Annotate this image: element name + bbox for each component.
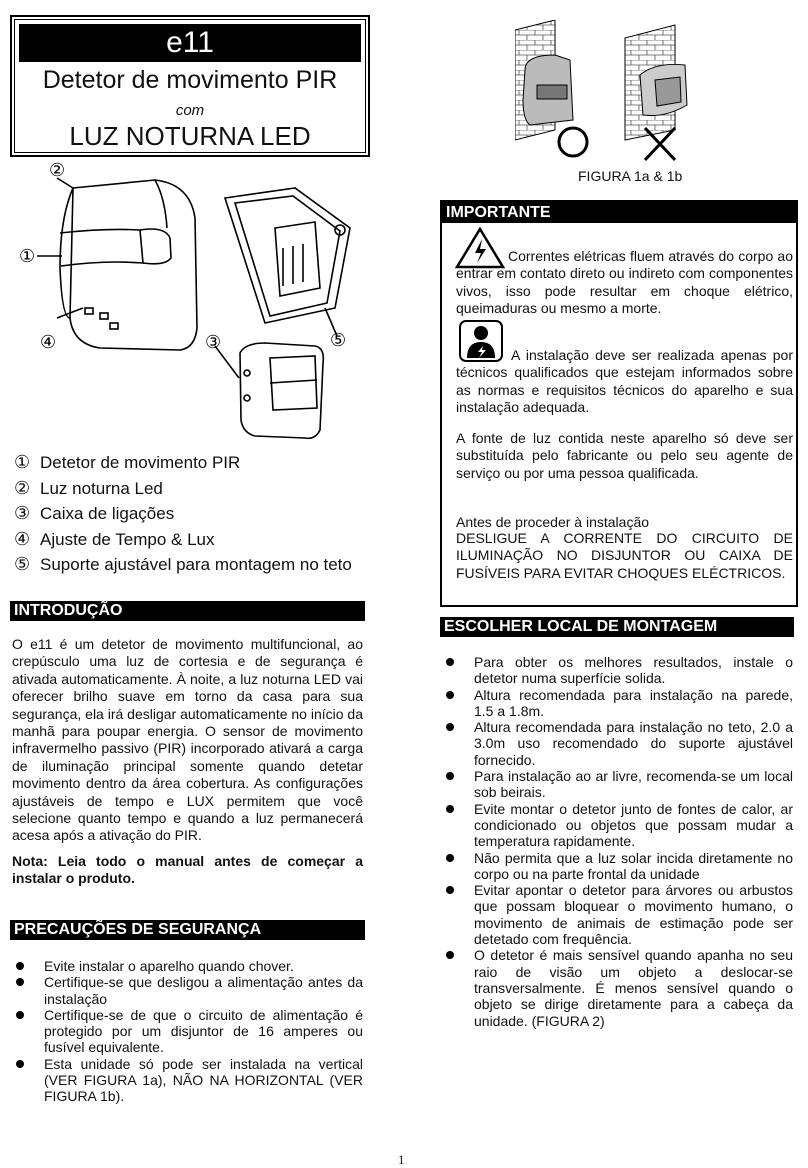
list-item: Altura recomendada para instalação na parede, 1.5 a 1.8m.: [442, 687, 793, 720]
list-item: Para instalação ao ar livre, recomenda-se um local sob beirais.: [442, 768, 793, 801]
product-parts-figure: [15, 158, 360, 443]
intro-paragraph: O e11 é um detetor de movimento multifuncional, ao crepúsculo uma luz de cortesia e de segurança é ativada automaticamente. À noite, a luz noturna LED vai oferecer brilho suave em torno da casa para sua segurança, ela irá desligar automaticamente no início da manhã para poupar energia. O sensor de movimento infravermelho passivo (PIR) incorporado ativará a carga de iluminação principal somente quando detetar movimento dentro da área cobertura. As configurações ajustáveis de tempo e LUX permitem que você selecione quanto tempo e quando a luz permanecerá acesa após a ativação do PIR.: [12, 636, 363, 844]
page-number: 1: [398, 1152, 405, 1167]
list-item: Certifique-se de que o circuito de alimentação é protegido por um disjuntor de 16 amperes ou fusível equivalente.: [12, 1007, 363, 1056]
technician-text: A instalação deve ser realizada apenas por técnicos qualificados que estejam informados sobre as normas e requisitos técnicos do aparelho e sua instalação adequada.: [456, 347, 793, 416]
legend-item: ② Luz noturna Led: [14, 477, 163, 498]
model-name: e11: [19, 24, 361, 62]
list-item: Evite instalar o aparelho quando chover.: [12, 958, 363, 974]
title-box-inner: [14, 19, 366, 153]
before-install-line: Antes de proceder à instalação: [456, 514, 650, 530]
callout-2: ②: [49, 160, 66, 181]
list-item: Não permita que a luz solar incida diretamente no corpo ou na parte frontal da unidade: [442, 850, 793, 883]
important-heading: IMPORTANTE: [442, 202, 796, 223]
figure-1ab-drawing: [515, 20, 690, 170]
mounting-list: [442, 654, 793, 1029]
list-item: Altura recomendada para instalação no teto, 2.0 a 3.0m uso recomendado do suporte ajustável fornecido.: [442, 719, 793, 768]
list-item: Evitar apontar o detetor para árvores ou arbustos que possam bloquear o movimento humano, o movimento de animais de estimação pode ser detetado com frequência.: [442, 882, 793, 947]
light-source-text: A fonte de luz contida neste aparelho só deve ser substituída pelo fabricante ou pelo seu agente de serviço ou por uma pessoa qualificada.: [456, 430, 793, 481]
list-item: Para obter os melhores resultados, instale o detetor numa superfície solida.: [442, 654, 793, 687]
intro-note: Nota: Leia todo o manual antes de começar a instalar o produto.: [12, 853, 363, 887]
safety-list: [12, 958, 363, 1105]
callout-1: ①: [19, 246, 36, 267]
legend-item: ③ Caixa de ligações: [14, 503, 175, 523]
list-item: Certifique-se que desligou a alimentação antes da instalação: [12, 974, 363, 1007]
parts-legend: [14, 450, 364, 578]
list-item: Evite montar o detetor junto de fontes de calor, ar condicionado ou objetos que possam mudar a temperatura rapidamente.: [442, 801, 793, 850]
callout-3: ③: [205, 332, 222, 353]
legend-item: ① Detetor de movimento PIR: [14, 452, 241, 472]
product-title-connector: com: [175, 102, 205, 119]
title-box: [10, 15, 370, 157]
intro-heading: INTRODUÇÃO: [10, 601, 365, 621]
before-install-warning: DESLIGUE A CORRENTE DO CIRCUITO DE ILUMINAÇÃO NO DISJUNTOR OU CAIXA DE FUSÍVEIS PARA EVITAR CHOQUES ELÉCTRICOS.: [456, 530, 793, 581]
mounting-heading: ESCOLHER LOCAL DE MONTAGEM: [440, 617, 794, 637]
product-subtitle: LUZ NOTURNA LED: [69, 121, 311, 151]
callout-4: ④: [40, 332, 57, 353]
figure-1ab: [515, 20, 690, 170]
figure-1ab-caption: FIGURA 1a & 1b: [578, 168, 683, 184]
product-title: Detetor de movimento PIR: [42, 66, 338, 94]
warning-text: Correntes elétricas fluem através do corpo ao entrar em contato direto ou indireto com componentes vivos, isso pode resultar em choque elétrico, queimaduras ou mesmo a morte.: [456, 248, 793, 317]
callout-5: ⑤: [330, 330, 347, 351]
list-item: O detetor é mais sensível quando apanha no seu raio de visão um objeto a deslocar-se transversalmente. É menos sensível quando o objeto se dirige diretamente para a cabeça da unidade. (FIGURA 2): [442, 947, 793, 1028]
product-parts-drawing: [15, 158, 360, 443]
legend-item: ④ Ajuste de Tempo & Lux: [14, 528, 215, 549]
safety-heading: PRECAUÇÕES DE SEGURANÇA: [10, 920, 365, 940]
legend-item: ⑤ Suporte ajustável para montagem no teto: [14, 554, 352, 574]
list-item: Esta unidade só pode ser instalada na vertical (VER FIGURA 1a), NÃO NA HORIZONTAL (VER FIGURA 1b).: [12, 1056, 363, 1105]
